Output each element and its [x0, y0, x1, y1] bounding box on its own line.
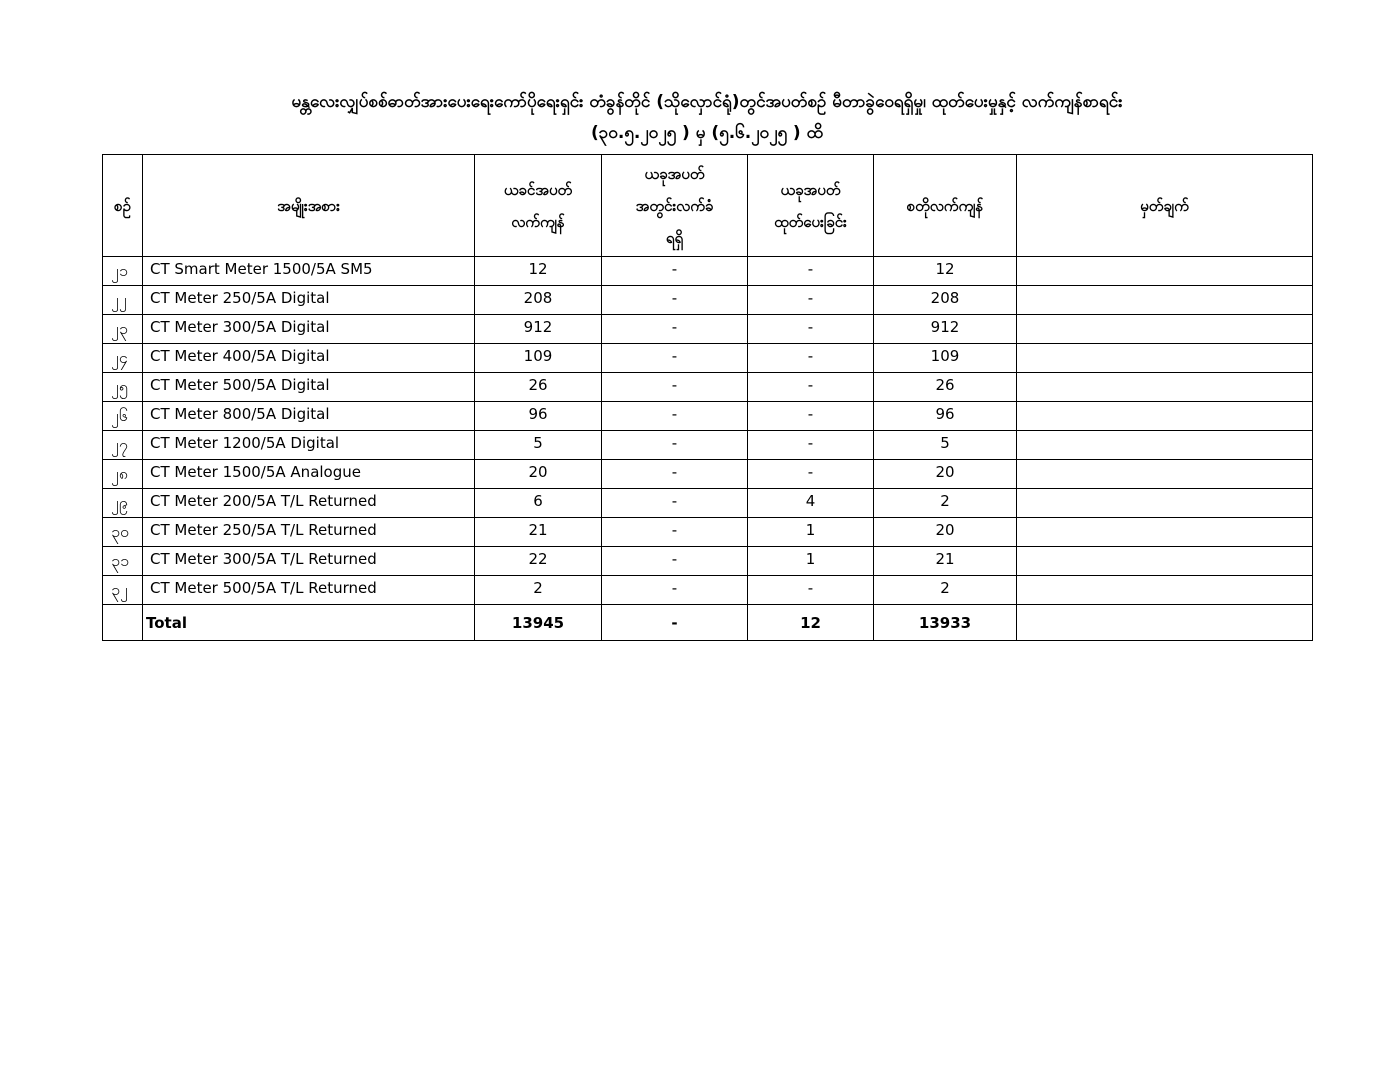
cell-item-type: CT Meter 800/5A Digital [143, 402, 475, 431]
cell-previous-balance: 22 [475, 547, 602, 576]
cell-received: - [602, 373, 748, 402]
cell-received: - [602, 489, 748, 518]
table-row [103, 431, 1313, 460]
total-previous-balance: 13945 [475, 605, 602, 641]
header-sr: စဉ် [103, 155, 143, 257]
cell-issued: - [748, 286, 874, 315]
cell-remark [1017, 431, 1313, 460]
cell-previous-balance: 20 [475, 460, 602, 489]
cell-sr: ၂၈ [103, 460, 143, 489]
header-issued-line: ယခုအပတ် [780, 180, 841, 199]
cell-issued: 1 [748, 547, 874, 576]
cell-previous-balance: 2 [475, 576, 602, 605]
cell-previous-balance: 21 [475, 518, 602, 547]
cell-remark [1017, 460, 1313, 489]
cell-received: - [602, 315, 748, 344]
document-title [102, 86, 1312, 148]
cell-sr: ၃၁ [103, 547, 143, 576]
cell-item-type: CT Meter 200/5A T/L Returned [143, 489, 475, 518]
cell-sr: ၂၅ [103, 373, 143, 402]
cell-store-balance: 21 [874, 547, 1017, 576]
header-previous-balance-line: ယခင်အပတ် [503, 180, 573, 199]
cell-sr: ၂၁ [103, 257, 143, 286]
title-date-range: (၃၀.၅.၂၀၂၅ ) မှ (၅.၆.၂၀၂၅ ) ထိ [590, 123, 824, 143]
cell-store-balance: 109 [874, 344, 1017, 373]
table-row [103, 373, 1313, 402]
header-received-line: ရရှိ [665, 228, 684, 247]
cell-previous-balance: 96 [475, 402, 602, 431]
cell-remark [1017, 402, 1313, 431]
cell-received: - [602, 431, 748, 460]
total-received: - [602, 605, 748, 641]
cell-store-balance: 96 [874, 402, 1017, 431]
cell-issued: - [748, 431, 874, 460]
cell-item-type: CT Meter 1200/5A Digital [143, 431, 475, 460]
cell-remark [1017, 344, 1313, 373]
cell-store-balance: 26 [874, 373, 1017, 402]
cell-sr: ၃၀ [103, 518, 143, 547]
table-row [103, 489, 1313, 518]
table-row [103, 286, 1313, 315]
cell-issued: - [748, 576, 874, 605]
header-received-line: အတွင်းလက်ခံ [635, 196, 714, 215]
cell-store-balance: 5 [874, 431, 1017, 460]
cell-received: - [602, 344, 748, 373]
cell-received: - [602, 402, 748, 431]
cell-previous-balance: 5 [475, 431, 602, 460]
header-store-balance: စတိုလက်ကျန် [874, 155, 1017, 257]
cell-previous-balance: 109 [475, 344, 602, 373]
table-row [103, 315, 1313, 344]
cell-received: - [602, 460, 748, 489]
cell-remark [1017, 315, 1313, 344]
cell-sr: ၃၂ [103, 576, 143, 605]
cell-previous-balance: 208 [475, 286, 602, 315]
cell-remark [1017, 547, 1313, 576]
cell-item-type: CT Meter 250/5A Digital [143, 286, 475, 315]
cell-remark [1017, 286, 1313, 315]
cell-store-balance: 912 [874, 315, 1017, 344]
cell-remark [1017, 373, 1313, 402]
cell-previous-balance: 912 [475, 315, 602, 344]
cell-issued: - [748, 373, 874, 402]
header-received-line: ယခုအပတ် [644, 164, 705, 183]
cell-previous-balance: 12 [475, 257, 602, 286]
header-received-this-week [602, 155, 748, 257]
title-main: မန္တလေးလျှပ်စစ်ဓာတ်အားပေးရေးကော်ပိုရေးရှင်း တံခွန်တိုင် (သိုလှောင်ရုံ)တွင်အပတ်စဉ် မီတာခွဲဝေရရှိမှု၊ ထုတ်ပေးမှုနှင့် လက်ကျန်စာရင်း [291, 92, 1123, 112]
table-row [103, 518, 1313, 547]
cell-store-balance: 20 [874, 518, 1017, 547]
cell-previous-balance: 6 [475, 489, 602, 518]
cell-sr: ၂၃ [103, 315, 143, 344]
cell-received: - [602, 286, 748, 315]
cell-item-type: CT Meter 400/5A Digital [143, 344, 475, 373]
total-row [103, 605, 1313, 641]
table-row [103, 402, 1313, 431]
cell-remark [1017, 576, 1313, 605]
cell-remark [1017, 257, 1313, 286]
cell-remark [1017, 489, 1313, 518]
table-body [103, 257, 1313, 605]
header-row [103, 155, 1313, 257]
cell-sr: ၂၆ [103, 402, 143, 431]
cell-item-type: CT Meter 250/5A T/L Returned [143, 518, 475, 547]
header-previous-balance [475, 155, 602, 257]
cell-issued: 1 [748, 518, 874, 547]
header-item-type: အမျိုးအစား [143, 155, 475, 257]
header-remark: မှတ်ချက် [1017, 155, 1313, 257]
cell-sr: ၂၄ [103, 344, 143, 373]
cell-issued: - [748, 344, 874, 373]
cell-issued: - [748, 257, 874, 286]
cell-sr: ၂၂ [103, 286, 143, 315]
cell-issued: - [748, 315, 874, 344]
cell-item-type: CT Smart Meter 1500/5A SM5 [143, 257, 475, 286]
cell-received: - [602, 576, 748, 605]
cell-item-type: CT Meter 500/5A Digital [143, 373, 475, 402]
total-sr [103, 605, 143, 641]
cell-item-type: CT Meter 1500/5A Analogue [143, 460, 475, 489]
cell-store-balance: 20 [874, 460, 1017, 489]
cell-store-balance: 12 [874, 257, 1017, 286]
cell-previous-balance: 26 [475, 373, 602, 402]
cell-received: - [602, 547, 748, 576]
cell-item-type: CT Meter 300/5A T/L Returned [143, 547, 475, 576]
cell-issued: - [748, 402, 874, 431]
header-issued-this-week [748, 155, 874, 257]
header-previous-balance-line: လက်ကျန် [511, 212, 565, 231]
cell-sr: ၂၇ [103, 431, 143, 460]
cell-store-balance: 2 [874, 576, 1017, 605]
header-issued-line: ထုတ်ပေးခြင်း [774, 212, 847, 231]
cell-issued: 4 [748, 489, 874, 518]
cell-received: - [602, 257, 748, 286]
table-row [103, 547, 1313, 576]
cell-remark [1017, 518, 1313, 547]
cell-item-type: CT Meter 500/5A T/L Returned [143, 576, 475, 605]
cell-sr: ၂၉ [103, 489, 143, 518]
table-row [103, 576, 1313, 605]
cell-store-balance: 2 [874, 489, 1017, 518]
cell-received: - [602, 518, 748, 547]
total-label: Total [143, 605, 475, 641]
cell-store-balance: 208 [874, 286, 1017, 315]
total-store-balance: 13933 [874, 605, 1017, 641]
total-remark [1017, 605, 1313, 641]
meter-stock-table [102, 154, 1313, 641]
cell-item-type: CT Meter 300/5A Digital [143, 315, 475, 344]
total-issued: 12 [748, 605, 874, 641]
cell-issued: - [748, 460, 874, 489]
table-row [103, 344, 1313, 373]
table-row [103, 257, 1313, 286]
table-row [103, 460, 1313, 489]
